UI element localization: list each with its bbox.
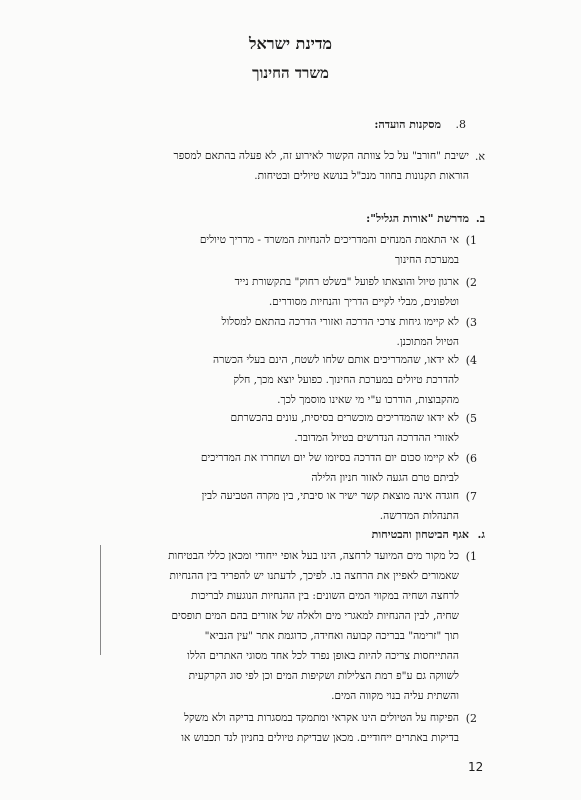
section-heading: מסקנות הועדה: — [374, 118, 441, 131]
list-number: 5) — [465, 412, 477, 425]
text-line: והשתית עליה בנוי מקווה המים. — [331, 690, 459, 702]
text-line: ארגון טיול והוצאתו לפועל "בשלט רחוק" בתקשורת נייד — [234, 276, 459, 288]
list-item — [168, 546, 459, 706]
page-title: מדינת ישראל — [248, 34, 333, 53]
item-c-marker: ג. — [477, 528, 485, 541]
list-number: 2) — [465, 712, 477, 725]
section-number: 8. — [455, 118, 466, 131]
list-item — [181, 708, 459, 748]
text-line: לרחצה ושחיה במקווי המים השונים: בין ההנחיות הנוגעות לבריכות — [191, 590, 459, 602]
text-line: כל מקור מים המיועד לרחצה, הינו בעל אופי ייחודי ומכאן כללי הבטיחות — [168, 550, 459, 562]
list-item — [200, 230, 459, 270]
item-a-marker: א. — [474, 150, 485, 163]
text-line: לא ידאו, שהמדריכים אותם שלחו לשטח, הינם בעלי הכשרה — [213, 354, 459, 366]
list-item — [235, 272, 459, 312]
list-number: 7) — [465, 490, 477, 503]
text-line: בדיקות באתרים ייחודיים. מכאן שבדיקת טיולים בחניון לנד תכבוש או — [181, 732, 459, 744]
item-c-heading: אגף הביטחון והבטיחות — [371, 528, 469, 541]
list-number: 1) — [465, 550, 477, 563]
list-number: 4) — [465, 354, 477, 367]
text-line: ישיבת "חורב" על כל צוותה הקשור לאירוע זה, לא פעלה בהתאם למספר — [173, 150, 469, 162]
text-line: וטלפונים, מבלי לקיים הדריך והנחיות מסודרים. — [268, 296, 459, 308]
list-number: 6) — [465, 452, 477, 465]
text-line: במערכת החינוך — [394, 254, 459, 266]
text-line: תוך "זרימה" בבריכה קבועה ואחידה, כדוגמת אתר "עין הנביא" — [204, 630, 459, 642]
text-line: לא קיימו סכום יום הדרכה בסיומו של יום ושחררו את המדריכים — [200, 452, 459, 464]
text-line: חוגדה אינה מוצאת קשר ישיר או סיבתי, בין מקרה הטביעה לבין — [201, 490, 459, 502]
text-line: מהקבוצות, הודרכו ע"י מי שאינו מוסמך לכך. — [277, 394, 459, 406]
list-number: 1) — [465, 234, 477, 247]
text-line: הוראות תקנונות בחוזר מנכ"ל בנושא טיולים ובטיחות. — [254, 170, 469, 182]
list-number: 3) — [465, 316, 477, 329]
text-line: להדרכת טיולים במערכת החינוך. כפועל יוצא מכך, חלק — [233, 374, 459, 386]
page-subtitle: משרד החינוך — [252, 64, 329, 82]
item-b-marker: ב. — [475, 212, 485, 225]
text-line: הטיול המתוכנן. — [396, 336, 459, 348]
item-a-text — [174, 146, 469, 186]
page-number: 12 — [468, 760, 484, 774]
text-line: התנהלות המדרשה. — [379, 510, 459, 522]
list-item — [202, 486, 459, 526]
text-line: שחיה, לבין ההנחיות למאגרי מים ולאלה של אזורים בהם המים תופסים — [171, 610, 459, 622]
text-line: אי התאמת המנחים והמדריכים להנחיות המשרד - מדריך טיולים — [199, 234, 459, 246]
list-item — [231, 408, 459, 448]
list-item — [222, 312, 459, 352]
text-line: שאמורים לאפיין את הרחצה בו. לפיכך, לדעתנו יש להפריד בין ההנחיות — [169, 570, 459, 582]
item-b-heading: מדרשת "אורות הגליל": — [366, 212, 469, 225]
text-line: לשווקה גם ע"פ רמת הצלילות ושקיפות המים וכן לפי סוג הקרקעית — [188, 670, 459, 682]
text-line: הפיקוח על הטיולים הינו אקראי ומתמקד במסגרות בדיקה ולא משקל — [184, 712, 459, 724]
list-item — [213, 350, 459, 410]
text-line: לאזורי ההדרכה הנדרשים בטיול המדובר. — [294, 432, 459, 444]
text-line: לא קיימו גיחות צרכי הדרכה ואזורי הדרכה בהתאם למסלול — [221, 316, 459, 328]
margin-rule — [100, 545, 101, 655]
list-number: 2) — [465, 276, 477, 289]
text-line: ההתייחסות צריכה להיות באופן נפרד לכל אחד מסוגי האתרים הללו — [187, 650, 459, 662]
text-line: לא ידאו שהמדריכים מוכשרים בסיסית, עונים בהכשרתם — [230, 412, 459, 424]
text-line: לביתם טרם הגעה לאזור חניון הלילה — [311, 472, 459, 484]
list-item — [201, 448, 459, 488]
